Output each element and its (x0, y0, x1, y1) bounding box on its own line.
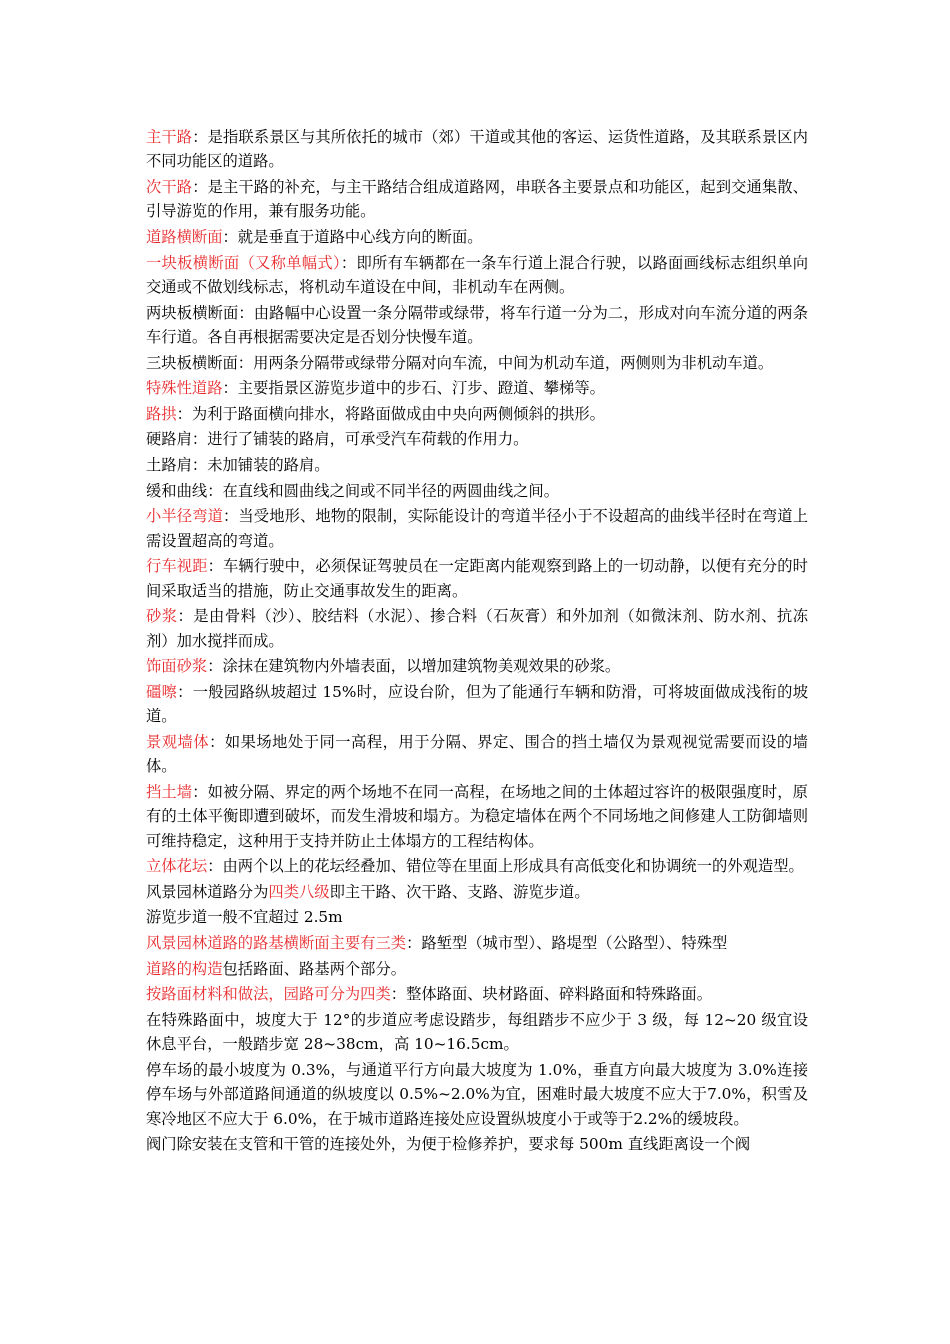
definition: ：整体路面、块材路面、碎料路面和特殊路面。 (390, 985, 713, 1004)
definition: 三块板横断面：用两条分隔带或绿带分隔对向车流，中间为机动车道，两侧则为非机动车道。 (146, 353, 774, 372)
paragraph-footpath-width (146, 905, 808, 929)
paragraph-easement-curve (146, 479, 808, 503)
definition: 停车场的最小坡度为 0.3%，与通道平行方向最大坡度为 1.0%，垂直方向最大坡度为 3.0%连接停车场与外部道路间通道的纵坡度以 0.5%~2.0%为宜，困难时最大坡度不应大于7.0%，积雪及寒冷地区不应大于 6.0%，在于城市道路连接处应设置纵坡度小于或等于2.2%的缓坡段。 (146, 1060, 808, 1128)
paragraph-two-board (146, 301, 808, 350)
paragraph-3d-flowerbed (146, 854, 808, 878)
term: 四类八级 (268, 882, 330, 901)
term: 立体花坛 (146, 857, 208, 876)
paragraph-steps (146, 1008, 808, 1057)
term: 景观墙体 (146, 732, 210, 751)
definition: ：路堑型（城市型）、路堤型（公路型）、特殊型 (406, 933, 728, 952)
definition: ：就是垂直于道路中心线方向的断面。 (222, 228, 483, 246)
definition: ：涂抹在建筑物内外墙表面，以增加建筑物美观效果的砂浆。 (207, 657, 621, 676)
definition: ：是指联系景区与其所依托的城市（郊）干道或其他的客运、运货性道路，及其联系景区内不同功能区的道路。 (146, 128, 808, 171)
definition: 即主干路、次干路、支路、游览步道。 (329, 882, 590, 901)
paragraph-sight-distance (146, 554, 808, 603)
definition: 游览步道一般不宜超过 2.5m (146, 908, 343, 927)
term: 道路横断面 (146, 228, 223, 246)
term: 挡土墙 (146, 782, 193, 801)
definition: ：为利于路面横向排水，将路面做成由中央向两侧倾斜的拱形。 (176, 404, 605, 423)
definition: ：是主干路的补充，与主干路结合组成道路网，串联各主要景点和功能区，起到交通集散、引导游览的作用，兼有服务功能。 (146, 178, 808, 221)
term: 行车视距 (146, 557, 208, 576)
term: 特殊性道路 (146, 379, 223, 398)
paragraph-soil-shoulder (146, 453, 808, 477)
paragraph-small-radius-bend (146, 504, 808, 553)
term: 主干路 (146, 128, 193, 146)
term: 小半径弯道 (146, 507, 223, 526)
definition: ：由两个以上的花坛经叠加、错位等在里面上形成具有高低变化和协调统一的外观造型。 (207, 857, 804, 876)
paragraph-landscape-wall (146, 730, 808, 779)
term: 一块板横断面（又称单幅式） (146, 253, 341, 272)
definition: ：如果场地处于同一高程，用于分隔、界定、围合的挡土墙仅为景观视觉需要而设的墙体。 (146, 732, 808, 776)
term: 礓嚓 (146, 682, 178, 701)
paragraph-main-road (146, 125, 808, 174)
definition: 阀门除安装在支管和干管的连接处外，为便于检修养护，要求每 500m 直线距离设一个阀 (146, 1135, 751, 1154)
paragraph-cross-section (146, 225, 808, 249)
definition: 两块板横断面：由路幅中心设置一条分隔带或绿带，将车行道一分为二，形成对向车流分道的两条车行道。各自再根据需要决定是否划分快慢车道。 (146, 303, 808, 346)
paragraph-pavement-types (146, 982, 808, 1006)
definition: ：即所有车辆都在一条车行道上混合行驶，以路面画线标志组织单向交通或不做划线标志，将机动车道设在中间，非机动车在两侧。 (146, 253, 808, 296)
paragraph-single-board (146, 251, 808, 300)
paragraph-road-crown (146, 402, 808, 426)
paragraph-parking-slope (146, 1058, 808, 1131)
paragraph-valves (146, 1132, 808, 1156)
paragraph-secondary-road (146, 175, 808, 224)
document-page (146, 125, 808, 1158)
definition: 缓和曲线：在直线和圆曲线之间或不同半径的两圆曲线之间。 (146, 481, 560, 500)
paragraph-subgrade-types (146, 931, 808, 955)
term: 饰面砂浆 (146, 657, 208, 676)
term: 风景园林道路的路基横断面主要有三类 (146, 933, 407, 952)
paragraph-three-board (146, 351, 808, 375)
paragraph-hard-shoulder (146, 427, 808, 451)
definition: ：当受地形、地物的限制，实际能设计的弯道半径小于不设超高的曲线半径时在弯道上需设置超高的弯道。 (146, 507, 808, 550)
paragraph-road-structure (146, 957, 808, 981)
definition: 包括路面、路基两个部分。 (222, 959, 407, 978)
definition: ：如被分隔、界定的两个场地不在同一高程，在场地之间的土体超过容许的极限强度时，原有的土体平衡即遭到破坏，而发生滑坡和塌方。为稳定墙体在两个不同场地之间修建人工防御墙则可维持稳定，这种用于支持并防止土体塌方的工程结构体。 (146, 782, 808, 850)
definition: 硬路肩：进行了铺装的路肩，可承受汽车荷载的作用力。 (146, 430, 529, 449)
definition: ：车辆行驶中，必须保证驾驶员在一定距离内能观察到路上的一切动静，以便有充分的时间采取适当的措施，防止交通事故发生的距离。 (146, 557, 808, 600)
definition: ：主要指景区游览步道中的步石、汀步、蹬道、攀梯等。 (222, 379, 605, 398)
definition: ：一般园路纵坡超过 15%时，应设台阶，但为了能通行车辆和防滑，可将坡面做成浅衔的坡道。 (146, 682, 808, 726)
paragraph-mortar (146, 604, 808, 653)
definition-prefix: 风景园林道路分为 (146, 882, 269, 901)
term: 砂浆 (146, 607, 178, 626)
paragraph-retaining-wall (146, 780, 808, 853)
paragraph-facing-mortar (146, 654, 808, 678)
definition: 在特殊路面中，坡度大于 12°的步道应考虑设踏步，每组踏步不应少于 3 级，每 12~20 级宜设休息平台，一般踏步宽 28~38cm，高 10~16.5cm。 (146, 1010, 808, 1054)
term: 次干路 (146, 178, 193, 196)
paragraph-road-classes (146, 880, 808, 904)
term: 按路面材料和做法，园路可分为四类 (146, 985, 391, 1004)
paragraph-special-road (146, 376, 808, 400)
definition: ：是由骨料（沙）、胶结料（水泥）、掺合料（石灰膏）和外加剂（如微沫剂、防水剂、抗冻剂）加水搅拌而成。 (146, 607, 808, 650)
term: 路拱 (146, 404, 177, 423)
term: 道路的构造 (146, 959, 223, 978)
definition: 土路肩：未加铺装的路肩。 (146, 455, 330, 474)
paragraph-ramp (146, 680, 808, 729)
